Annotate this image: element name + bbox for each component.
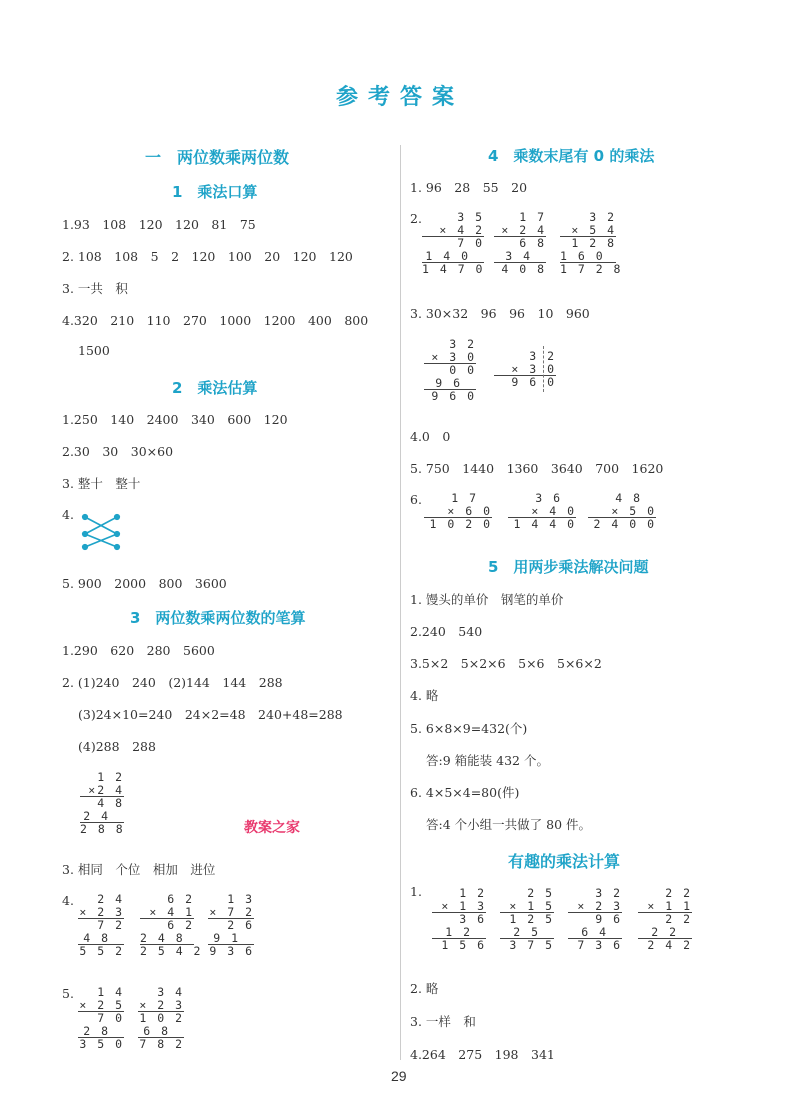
vertical-calculation: [140, 892, 203, 958]
section-title-4: 4 乘数末尾有 0 的乘法: [488, 147, 655, 165]
calc-row: 2 4 2: [647, 938, 692, 952]
calc-row: 5 5 2: [79, 944, 124, 958]
column-divider: [400, 145, 401, 1060]
calc-row: × 5 0: [588, 505, 656, 519]
calc-row: × 2 3: [139, 997, 184, 1012]
answer-line: 4.: [62, 507, 74, 522]
calc-row: 1 0 2 0: [429, 517, 492, 531]
answer-line: 6.: [410, 492, 422, 507]
calc-row: 9 6 0: [511, 375, 556, 389]
answer-line: 5.: [62, 986, 74, 1001]
vertical-calculation: [568, 887, 622, 952]
vertical-calculation: [78, 986, 124, 1051]
calc-row: 3 2: [595, 886, 622, 900]
answer-line: 1. 96 28 55 20: [410, 180, 528, 195]
calc-row: 1 7 2 8: [560, 262, 623, 276]
answer-line: 4.320 210 110 270 1000 1200 400 800: [62, 313, 369, 328]
answer-line: 1.250 140 2400 340 600 120: [62, 412, 288, 427]
page-number: 29: [391, 1068, 407, 1084]
calc-row: ×2 4: [80, 784, 124, 798]
section-title-6: 有趣的乘法计算: [508, 852, 621, 871]
calc-row: 2 4 8: [140, 932, 194, 946]
answer-line: 4.264 275 198 341: [410, 1047, 555, 1062]
calc-row: × 3 0: [424, 351, 476, 365]
calc-row: 2 6: [227, 918, 254, 932]
calc-row: 2 5 4 2: [140, 944, 203, 958]
answer-line: 6. 4×5×4=80(件): [410, 785, 520, 800]
calc-row: 1 4 4 0: [513, 517, 576, 531]
section-title-1: 1 乘法口算: [172, 183, 258, 201]
calc-row: 1 3: [227, 892, 254, 906]
calc-row: 2 5: [527, 886, 554, 900]
calc-row: 4 0 8: [501, 262, 546, 276]
calc-row: 2 2: [638, 926, 692, 940]
calc-row: × 5 4: [560, 224, 616, 238]
calc-row: 7 3 6: [577, 938, 622, 952]
calc-row: 7 2: [97, 918, 124, 932]
calc-row: 9 1: [208, 932, 254, 946]
calc-row: 9 6: [595, 912, 622, 926]
calc-row: × 4 0: [508, 505, 576, 519]
answer-line: 4.0 0: [410, 429, 451, 444]
calc-row: × 3 0: [494, 363, 556, 377]
calc-row: 6 8: [138, 1025, 184, 1039]
calc-row: 1 0 2: [139, 1011, 184, 1025]
answer-line: 1.: [410, 884, 422, 899]
calc-row: 3 4: [157, 985, 184, 999]
calc-row: 2 2: [665, 886, 692, 900]
calc-row: × 1 3: [432, 900, 486, 914]
answer-line: 5. 900 2000 800 3600: [62, 576, 227, 591]
answer-line: 5. 750 1440 1360 3640 700 1620: [410, 461, 664, 476]
calc-row: 3 6: [459, 912, 486, 926]
calc-row: 2 8 8: [80, 822, 125, 836]
answer-line: 3. 一样 和: [410, 1014, 476, 1029]
vertical-calculation: [208, 893, 254, 958]
matching-lines-diagram: [80, 512, 122, 552]
answer-line: 3.5×2 5×2×6 5×6 5×6×2: [410, 656, 602, 671]
answer-line: 2. 108 108 5 2 120 100 20 120 120: [62, 249, 353, 264]
calc-row: 6 4: [568, 926, 622, 940]
calc-row: × 7 2: [209, 904, 254, 919]
calc-row: 1 4 0: [422, 250, 484, 264]
calc-row: × 2 5: [79, 997, 124, 1012]
answer-line: 2.30 30 30×60: [62, 444, 174, 459]
calc-row: × 4 2: [422, 224, 484, 238]
answer-line: 答:4 个小组一共做了 80 件。: [426, 817, 591, 832]
calc-row: × 2 3: [79, 904, 124, 919]
calc-row: 3 6: [535, 491, 562, 505]
vertical-calculation: [80, 771, 124, 836]
calc-row: 1 2: [459, 886, 486, 900]
calc-row: × 2 3: [568, 900, 622, 914]
answer-line: 4. 略: [410, 688, 439, 703]
calc-row: × 1 1: [638, 900, 692, 914]
calc-row: 9 6: [424, 377, 476, 391]
calc-row: 3 2: [589, 210, 616, 224]
vertical-calculation: [424, 338, 476, 403]
vertical-calculation: [560, 210, 623, 276]
answer-line: 5. 6×8×9=432(个): [410, 721, 528, 736]
page-title: 参考答案: [335, 85, 464, 110]
calc-row: 6 2: [167, 918, 194, 932]
answer-line: 1.290 620 280 5600: [62, 643, 215, 658]
dashed-guide: [543, 346, 544, 392]
vertical-calculation: [494, 350, 556, 389]
calc-row: 2 8: [78, 1025, 124, 1039]
calc-row: 2 5: [500, 926, 554, 940]
calc-row: 3 7 5: [509, 938, 554, 952]
watermark: 教案之家: [244, 820, 300, 836]
answer-line: 1. 馒头的单价 钢笔的单价: [410, 592, 564, 607]
calc-row: 4 8: [615, 491, 642, 505]
calc-row: 7 8 2: [139, 1037, 184, 1051]
answer-line: 2.: [410, 211, 422, 226]
vertical-calculation: [588, 492, 656, 531]
answer-line: 2.240 540: [410, 624, 483, 639]
calc-row: × 4 1: [140, 906, 194, 920]
answer-line: 2. 略: [410, 981, 439, 996]
calc-row: 3 2: [529, 349, 556, 363]
answer-line: 2. (1)240 240 (2)144 144 288: [62, 675, 283, 690]
calc-row: 2 4 0 0: [593, 517, 656, 531]
calc-row: 1 2: [97, 770, 124, 784]
calc-row: 9 6 0: [431, 389, 476, 403]
vertical-calculation: [424, 492, 492, 531]
calc-row: 1 2 5: [509, 912, 554, 926]
section-title-3: 3 两位数乘两位数的笔算: [130, 609, 306, 627]
calc-row: 2 4: [80, 810, 124, 824]
calc-row: 3 2: [449, 337, 476, 351]
vertical-calculation: [638, 887, 692, 952]
calc-row: 4 8: [97, 796, 124, 810]
calc-row: 7 0: [457, 236, 484, 250]
calc-row: 2 4: [97, 892, 124, 906]
answer-line: 3. 整十 整十: [62, 476, 141, 491]
calc-row: 9 3 6: [209, 944, 254, 958]
answer-line: 1.93 108 120 120 81 75: [62, 217, 256, 232]
answer-line: 3. 相同 个位 相加 进位: [62, 862, 216, 877]
unit-title: 一 两位数乘两位数: [145, 148, 290, 167]
calc-row: 1 7: [519, 210, 546, 224]
calc-row: 0 0: [449, 363, 476, 377]
calc-row: 1 4 7 0: [422, 262, 485, 276]
answer-line: 答:9 箱能装 432 个。: [426, 753, 549, 768]
vertical-calculation: [508, 492, 576, 531]
answer-line: (3)24×10=240 24×2=48 240+48=288: [78, 707, 343, 722]
calc-row: 1 2 8: [571, 236, 616, 250]
calc-row: 1 4: [97, 985, 124, 999]
calc-row: 1 7: [451, 491, 478, 505]
vertical-calculation: [78, 893, 124, 958]
calc-row: 2 2: [665, 912, 692, 926]
calc-row: 4 8: [78, 932, 124, 946]
calc-row: × 2 4: [494, 224, 546, 238]
calc-row: 6 2: [167, 892, 194, 906]
calc-row: × 6 0: [424, 505, 492, 519]
vertical-calculation: [500, 887, 554, 952]
answer-line: 4.: [62, 893, 74, 908]
calc-row: 1 6 0: [560, 250, 616, 264]
vertical-calculation: [138, 986, 184, 1051]
calc-row: 7 0: [97, 1011, 124, 1025]
answer-line: 1500: [78, 343, 110, 358]
calc-row: 1 5 6: [441, 938, 486, 952]
calc-row: × 1 5: [500, 900, 554, 914]
calc-row: 1 2: [432, 926, 486, 940]
vertical-calculation: [494, 211, 546, 276]
calc-row: 3 5: [457, 210, 484, 224]
vertical-calculation: [422, 211, 484, 276]
answer-line: (4)288 288: [78, 739, 156, 754]
section-title-5: 5 用两步乘法解决问题: [488, 558, 649, 576]
calc-row: 3 4: [494, 250, 546, 264]
calc-row: 6 8: [519, 236, 546, 250]
answer-line: 3. 一共 积: [62, 281, 128, 296]
answer-line: 3. 30×32 96 96 10 960: [410, 306, 590, 321]
section-title-2: 2 乘法估算: [172, 379, 258, 397]
calc-row: 3 5 0: [79, 1037, 124, 1051]
vertical-calculation: [432, 887, 486, 952]
